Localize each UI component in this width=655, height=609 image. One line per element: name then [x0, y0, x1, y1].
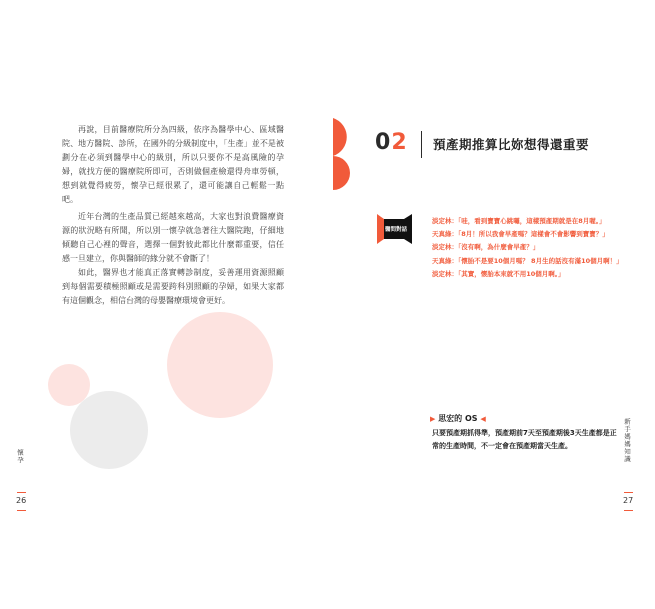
decor-circle-large: [167, 312, 273, 418]
section-number: [375, 130, 408, 155]
os-title-text: 思宏的 OS: [438, 414, 478, 423]
left-tick-bottom: [17, 510, 26, 511]
right-page-number: 27: [623, 496, 634, 505]
triangle-right-icon: ▶: [430, 415, 436, 423]
dialogue-line: 天真綠：「懷胎不是要10個月嗎？ 8月生的話沒有滿10個月啊！」: [432, 256, 623, 265]
dialogue-line: 淡定林：「哇，看到寶寶心跳囉，這樣預產期就是在8月喔。」: [432, 217, 606, 225]
decor-semicircle-shape: [333, 118, 359, 190]
right-side-label: 新手媽媽知識: [623, 418, 631, 463]
right-tick-bottom: [624, 510, 633, 511]
right-tick-top: [624, 492, 633, 493]
paragraph-3: 如此，醫界也才能真正落實轉診制度，妥善運用資源照顧到每個需要積極照顧或是需要跨科別照顧的孕婦，如果大家都有這個觀念，相信台灣的母嬰醫療環境會更好。: [62, 268, 284, 305]
title-divider: [421, 131, 422, 158]
dialogue-line: 淡定林：「沒有啊，為什麼會早產？」: [432, 243, 540, 252]
left-side-label: 懷孕: [16, 449, 24, 464]
paragraph-2: 近年台灣的生產品質已經越來越高，大家也對浪費醫療資源的狀況略有所聞，所以別一懷孕就急著往大醫院跑，仔細地傾聽自己心裡的聲音，選擇一個對彼此都比什麼都重要，信任感一旦建立，你與醫師的緣分就不會斷了！: [62, 212, 284, 263]
section-number-accent: 2: [391, 130, 408, 155]
paragraph-1: 再說，目前醫療院所分為四級，依序為醫學中心、區域醫院、地方醫院、診所，在國外的分級制度中，「生產」並不是被劃分在必須到醫學中心的級別，所以只要你不是高風險的孕婦，就找方便的醫療院所即可，否則做個產檢還得舟車勞頓，想到就覺得疲勞，懷孕已經很累了，還可能讓自己輕鬆一點吧。: [62, 125, 284, 204]
left-tick-top: [17, 492, 26, 493]
dialogue-list: [432, 215, 622, 281]
left-page-number: 26: [16, 496, 27, 505]
triangle-left-icon: ◀: [480, 415, 486, 423]
os-body: 只要預產期抓得準，預產期前7天至預產期後3天生產都是正常的生產時間，不一定會在預產期當天生產。: [432, 429, 617, 450]
dialogue-line: 淡定林：「其實，懷胎本來就不用10個月啊。」: [432, 269, 565, 278]
section-title: 預產期推算比妳想得還重要: [433, 137, 590, 152]
dialogue-badge-label: 醫問對話: [384, 227, 407, 233]
decor-circle-grey: [70, 391, 148, 469]
dialogue-line: 天真綠：「8月！所以我會早產嗎？這樣會不會影響到寶寶？」: [432, 230, 609, 239]
os-heading: [430, 413, 486, 424]
section-number-prefix: 0: [375, 130, 392, 155]
